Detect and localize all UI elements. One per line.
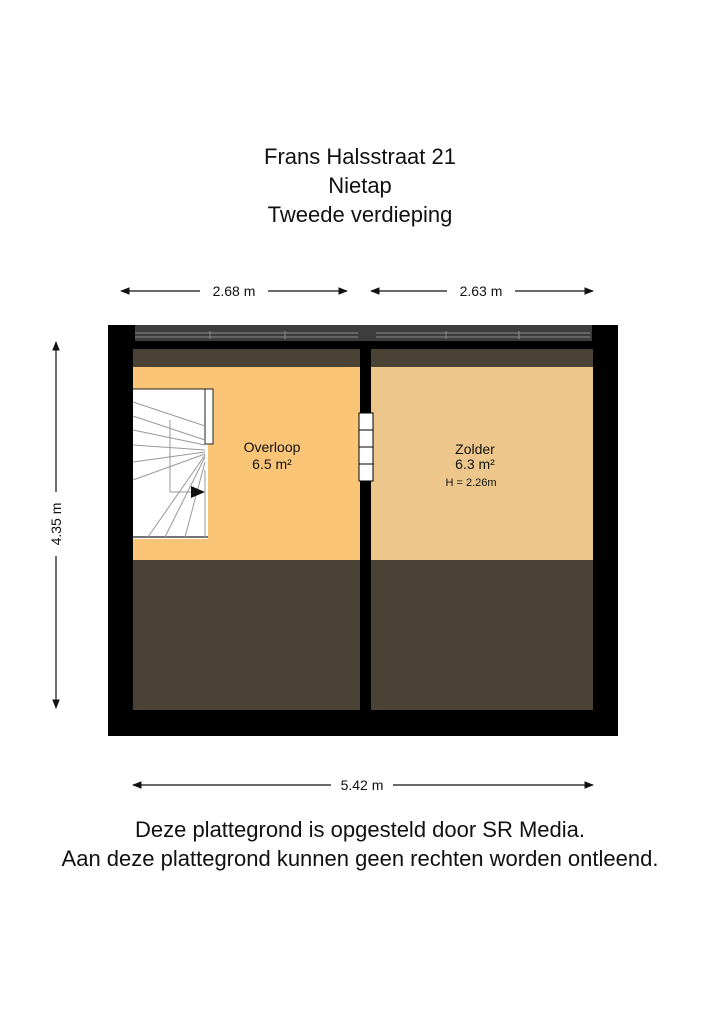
- dimension-top-left-label: 2.68 m: [212, 283, 256, 299]
- dimension-bottom: [133, 777, 593, 793]
- disclaimer-line-2: Aan deze plattegrond kunnen geen rechten worden ontleend.: [61, 846, 659, 871]
- dimension-left: [48, 342, 64, 708]
- disclaimer-line-1: Deze plattegrond is opgesteld door SR Media.: [134, 817, 586, 842]
- disclaimer: [0, 815, 720, 873]
- staircase: [133, 389, 213, 539]
- room-zolder-area: 6.3 m²: [455, 456, 495, 472]
- city-title: Nietap: [328, 173, 392, 198]
- room-zolder-name: Zolder: [455, 441, 495, 457]
- roof-edge-left: [133, 349, 360, 367]
- dimension-left-label: 4.35 m: [48, 502, 64, 546]
- address-title: Frans Halsstraat 21: [264, 144, 456, 169]
- dimension-bottom-label: 5.42 m: [340, 777, 384, 793]
- room-overloop-area: 6.5 m²: [252, 456, 292, 472]
- room-overloop-name: Overloop: [243, 439, 301, 455]
- room-zolder-height: H = 2.26m: [445, 477, 497, 489]
- roof-edge-right: [371, 349, 593, 367]
- sloped-roof-left: [133, 560, 360, 710]
- door-opening: [359, 413, 373, 481]
- floor-title: Tweede verdieping: [267, 202, 453, 227]
- sloped-roof-right: [371, 560, 593, 710]
- dimension-top-left: [121, 283, 347, 299]
- dimension-top-right-label: 2.63 m: [459, 283, 503, 299]
- dimension-top-right: [371, 283, 593, 299]
